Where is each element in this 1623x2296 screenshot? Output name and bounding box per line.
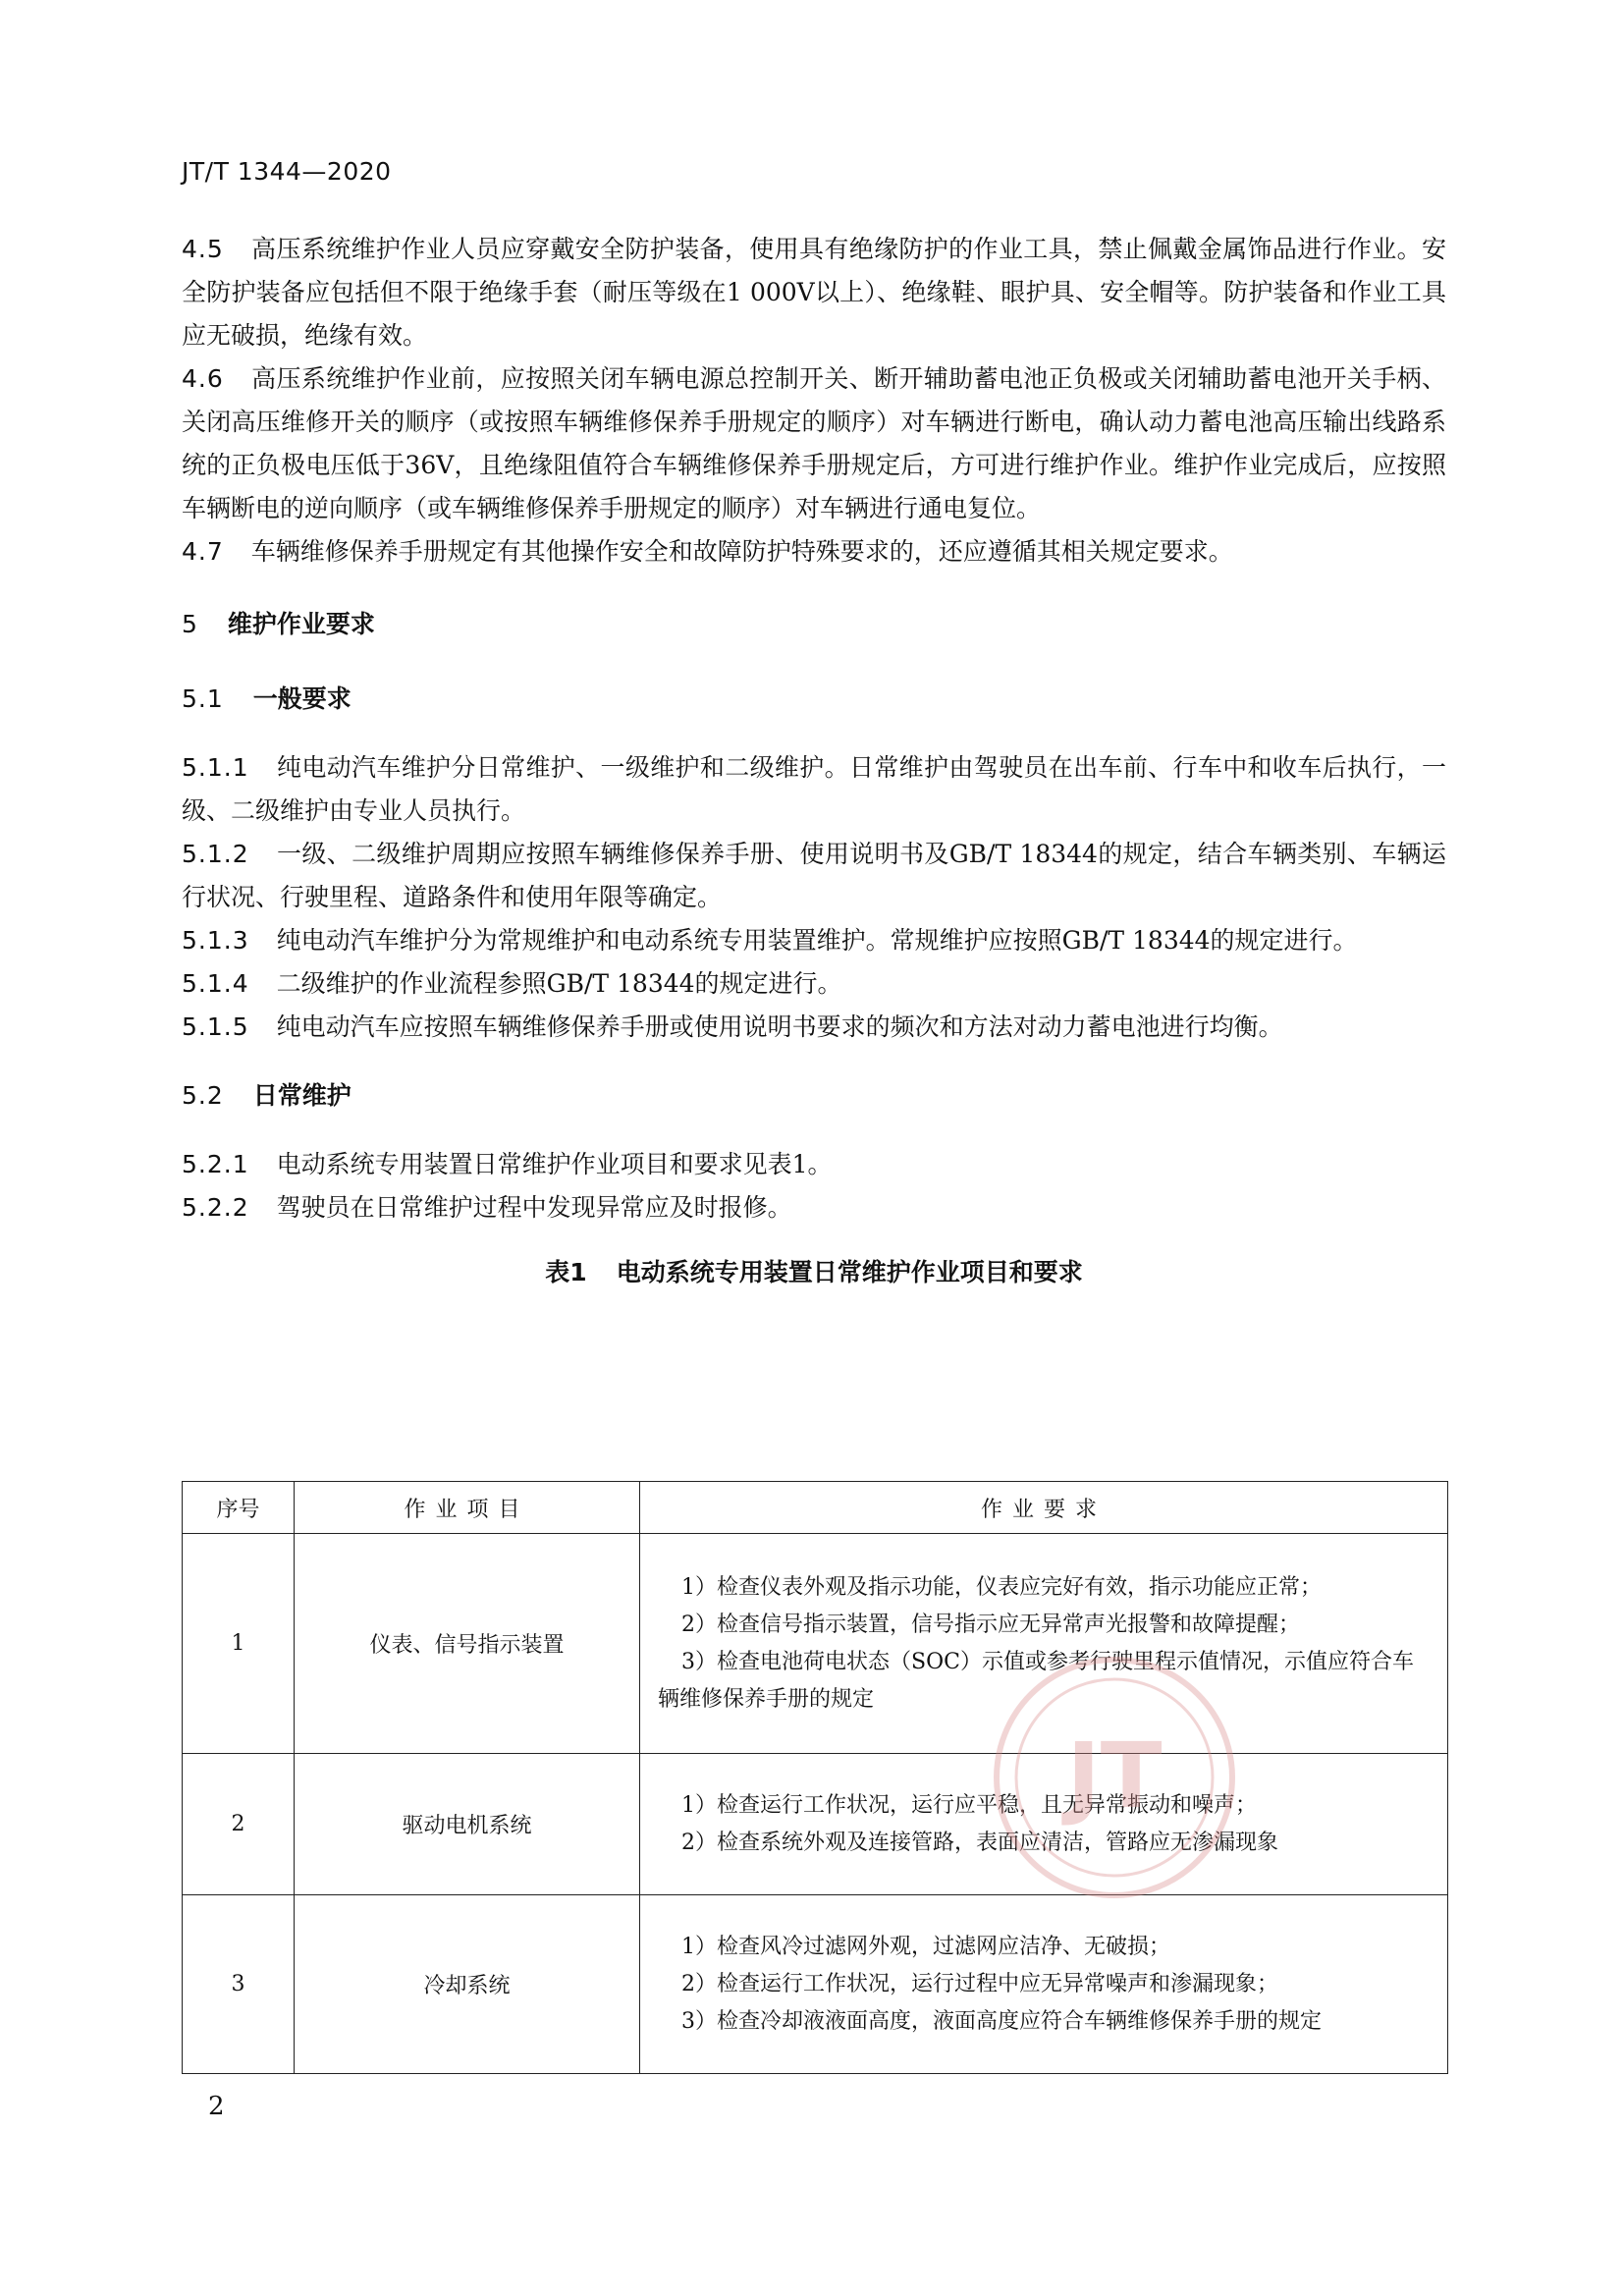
clause-5-2-2 bbox=[182, 1186, 1446, 1230]
clause-number: 5.1.4 bbox=[182, 969, 249, 998]
clause-text: 纯电动汽车维护分为常规维护和电动系统专用装置维护。常规维护应按照GB/T 18344的规定进行。 bbox=[276, 926, 1358, 955]
section-number: 5.2 bbox=[182, 1081, 224, 1110]
section-5-1-heading bbox=[182, 678, 1446, 721]
section-title: 日常维护 bbox=[252, 1081, 352, 1110]
clause-5-1-1 bbox=[182, 746, 1446, 833]
header-requirements: 作业要求 bbox=[640, 1482, 1448, 1534]
clause-text: 电动系统专用装置日常维护作业项目和要求见表1。 bbox=[276, 1150, 833, 1178]
clause-5-1-3 bbox=[182, 919, 1446, 962]
stamp-text: JT bbox=[1066, 1723, 1163, 1829]
clause-text: 驾驶员在日常维护过程中发现异常应及时报修。 bbox=[276, 1193, 792, 1222]
row-index: 3 bbox=[183, 1895, 295, 2074]
row-item: 驱动电机系统 bbox=[295, 1754, 640, 1895]
clause-text: 纯电动汽车应按照车辆维修保养手册或使用说明书要求的频次和方法对动力蓄电池进行均衡。 bbox=[276, 1012, 1283, 1041]
clause-text: 车辆维修保养手册规定有其他操作安全和故障防护特殊要求的，还应遵循其相关规定要求。 bbox=[250, 537, 1233, 566]
requirement-line: 1）检查风冷过滤网外观，过滤网应洁净、无破损； bbox=[681, 1934, 1170, 1959]
jt-watermark-stamp bbox=[987, 1650, 1242, 1905]
clause-number: 4.5 bbox=[182, 235, 224, 263]
row-index: 1 bbox=[183, 1534, 295, 1754]
header-index: 序号 bbox=[183, 1482, 295, 1534]
section-number: 5 bbox=[182, 610, 198, 638]
clause-number: 5.1.3 bbox=[182, 926, 249, 955]
requirement-line: 3）检查电池荷电状态（SOC）示值或参考行驶里程示值情况，示值应符合车辆维修保养手册的规定 bbox=[658, 1649, 1414, 1712]
clause-number: 4.7 bbox=[182, 537, 224, 566]
clause-text: 一级、二级维护周期应按照车辆维修保养手册、使用说明书及GB/T 18344的规定，结合车辆类别、车辆运行状况、行驶里程、道路条件和使用年限等确定。 bbox=[182, 840, 1446, 911]
section-number: 5.1 bbox=[182, 684, 224, 713]
clause-text: 高压系统维护作业前，应按照关闭车辆电源总控制开关、断开辅助蓄电池正负极或关闭辅助蓄电池开关手柄、关闭高压维修开关的顺序（或按照车辆维修保养手册规定的顺序）对车辆进行断电，确认动力蓄电池高压输出线路系统的正负极电压低于36V，且绝缘阻值符合车辆维修保养手册规定后，方可进行维护作业。维护作业完成后，应按照车辆断电的逆向顺序（或车辆维修保养手册规定的顺序）对车辆进行通电复位。 bbox=[182, 364, 1446, 522]
section-5-2-heading bbox=[182, 1074, 1446, 1118]
section-title: 维护作业要求 bbox=[227, 610, 375, 638]
clause-text: 高压系统维护作业人员应穿戴安全防护装备，使用具有绝缘防护的作业工具，禁止佩戴金属饰品进行作业。安全防护装备应包括但不限于绝缘手套（耐压等级在1 000V以上）、绝缘鞋、眼护具、安全帽等。防护装备和作业工具应无破损，绝缘有效。 bbox=[182, 235, 1446, 350]
clause-number: 5.1.1 bbox=[182, 753, 249, 782]
clause-text: 二级维护的作业流程参照GB/T 18344的规定进行。 bbox=[276, 969, 842, 998]
requirement-line: 1）检查运行工作状况，运行应平稳，且无异常振动和噪声； bbox=[681, 1792, 1257, 1818]
row-item: 仪表、信号指示装置 bbox=[295, 1534, 640, 1754]
clause-number: 5.1.2 bbox=[182, 840, 249, 868]
clause-4-7 bbox=[182, 530, 1446, 574]
table-number: 表1 bbox=[545, 1258, 587, 1286]
page-number: 2 bbox=[208, 2092, 225, 2121]
header-item: 作业项目 bbox=[295, 1482, 640, 1534]
table-row bbox=[183, 1895, 1448, 2074]
clause-number: 4.6 bbox=[182, 364, 224, 393]
clause-number: 5.2.1 bbox=[182, 1150, 249, 1178]
requirement-line: 3）检查冷却液液面高度，液面高度应符合车辆维修保养手册的规定 bbox=[681, 2008, 1322, 2034]
row-item: 冷却系统 bbox=[295, 1895, 640, 2074]
document-id-header: JT/T 1344—2020 bbox=[182, 157, 392, 186]
table-row bbox=[183, 1534, 1448, 1754]
table-caption-text: 电动系统专用装置日常维护作业项目和要求 bbox=[616, 1258, 1083, 1286]
clause-5-2-1 bbox=[182, 1143, 1446, 1186]
clause-text: 纯电动汽车维护分日常维护、一级维护和二级维护。日常维护由驾驶员在出车前、行车中和收车后执行，一级、二级维护由专业人员执行。 bbox=[182, 753, 1446, 825]
maintenance-table bbox=[182, 1481, 1448, 2074]
table-caption bbox=[182, 1251, 1446, 1294]
table-row bbox=[183, 1754, 1448, 1895]
requirement-line: 2）检查运行工作状况，运行过程中应无异常噪声和渗漏现象； bbox=[681, 1971, 1278, 1996]
clause-4-6 bbox=[182, 357, 1446, 530]
clause-5-1-5 bbox=[182, 1006, 1446, 1049]
body-content bbox=[182, 228, 1446, 1316]
row-requirements bbox=[640, 1895, 1448, 2074]
clause-number: 5.2.2 bbox=[182, 1193, 249, 1222]
clause-4-5 bbox=[182, 228, 1446, 357]
row-index: 2 bbox=[183, 1754, 295, 1895]
section-title: 一般要求 bbox=[252, 684, 352, 713]
clause-5-1-4 bbox=[182, 962, 1446, 1006]
requirement-line: 1）检查仪表外观及指示功能，仪表应完好有效，指示功能应正常； bbox=[681, 1574, 1322, 1600]
table-header-row bbox=[183, 1482, 1448, 1534]
requirement-line: 2）检查系统外观及连接管路，表面应清洁，管路应无渗漏现象 bbox=[681, 1830, 1278, 1855]
section-5-heading bbox=[182, 603, 1446, 646]
requirement-line: 2）检查信号指示装置，信号指示应无异常声光报警和故障提醒； bbox=[681, 1612, 1300, 1637]
clause-number: 5.1.5 bbox=[182, 1012, 249, 1041]
clause-5-1-2 bbox=[182, 833, 1446, 919]
